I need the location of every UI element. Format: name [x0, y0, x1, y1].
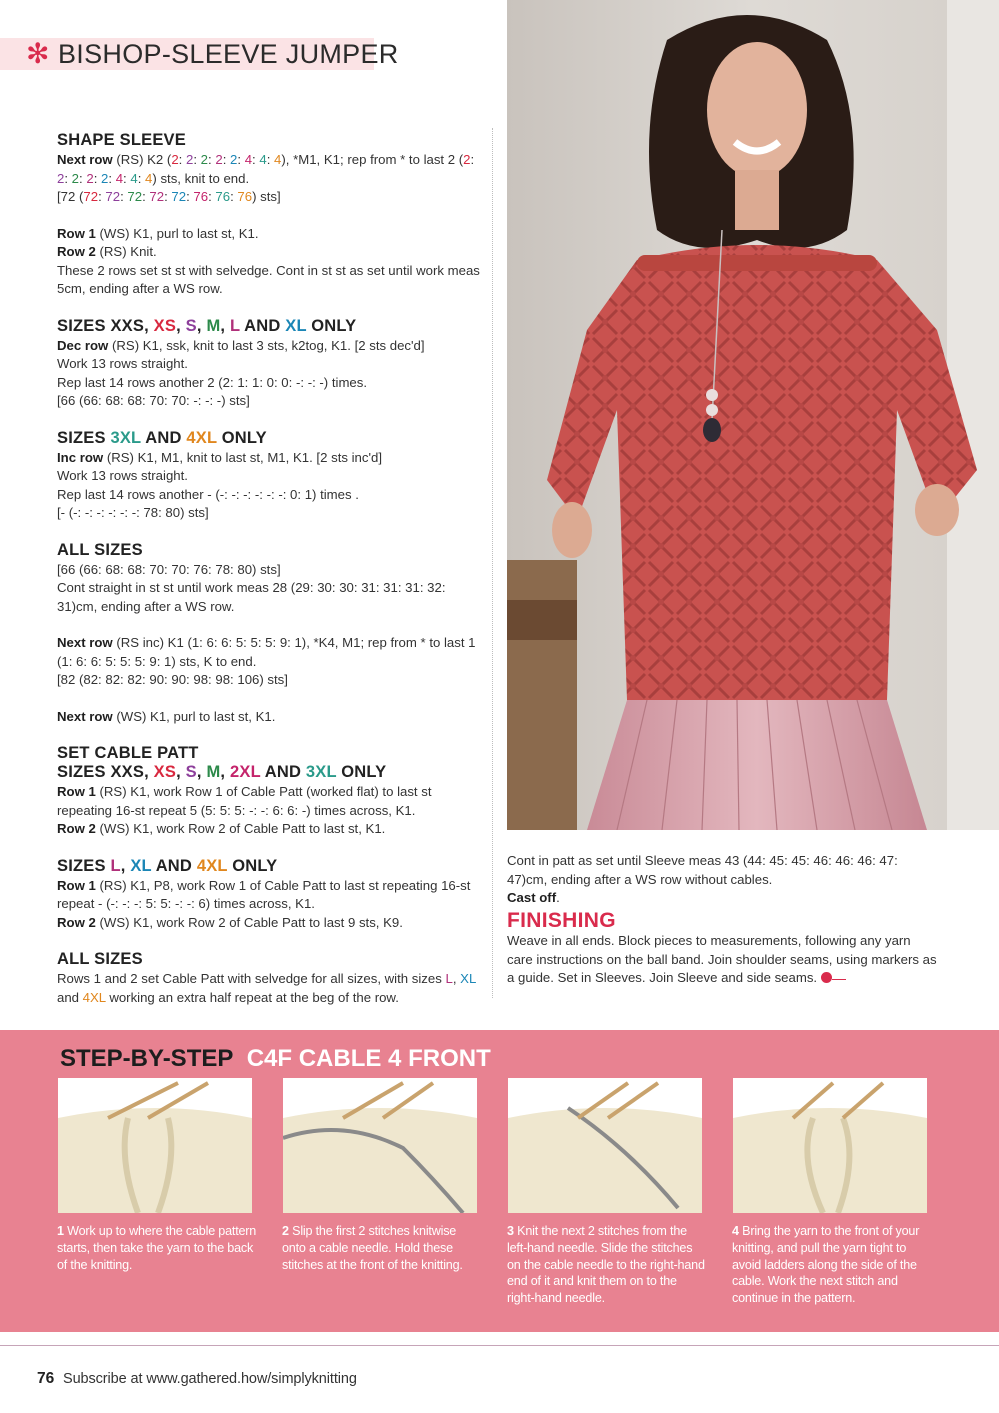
all-sizes-stitch-count: [66 (66: 68: 68: 70: 70: 76: 78: 80) sts]: [57, 561, 281, 577]
step-by-step-heading: STEP-BY-STEP C4F CABLE 4 FRONT: [60, 1045, 491, 1072]
shape-sleeve-note: These 2 rows set st st with selvedge. Cont in st st as set until work meas 5cm, ending after a WS row.: [57, 262, 480, 296]
step-4-knitting-illustration: [733, 1078, 927, 1213]
step-3-photo: [508, 1078, 702, 1213]
cable-sizes-heading-b: SIZES L, XL AND 4XL ONLY: [57, 856, 278, 875]
yarn-ball-icon: [821, 972, 832, 983]
step-4-photo: [733, 1078, 927, 1213]
finishing-heading: FINISHING: [507, 908, 616, 932]
step-1-knitting-illustration: [58, 1078, 252, 1213]
subscribe-link[interactable]: Subscribe at www.gathered.how/simplyknitting: [63, 1371, 357, 1387]
step-1-photo: [58, 1078, 252, 1213]
step-1-caption: 1 Work up to where the cable pattern starts, then take the yarn to the back of the knitting.: [57, 1224, 257, 1272]
sizes-xxs-xl-heading: SIZES XXS, XS, S, M, L AND XL ONLY: [57, 316, 357, 335]
dec-row: Dec row (RS) K1, ssk, knit to last 3 sts, k2tog, K1. [2 sts dec'd]: [57, 337, 425, 353]
step-4-caption: 4 Bring the yarn to the front of your knitting, and pull the yarn tight to avoid ladders along the side of the cable. Work the next stitch and continue in the pattern.: [732, 1224, 920, 1306]
column-divider: [492, 128, 493, 998]
repeat-b: Rep last 14 rows another - (-: -: -: -: -: -: 0: 1) times .: [57, 486, 359, 502]
finishing-text: Weave in all ends. Block pieces to measurements, following any yarn care instructions on the ball band. Join shoulder seams, using markers as a guide. Set in Sleeves. Join Sleeve and side seams.: [507, 933, 937, 985]
all-sizes-stitch-count-2: [82 (82: 82: 82: 90: 90: 98: 98: 106) sts]: [57, 672, 288, 687]
shape-sleeve-row1: Row 1 (WS) K1, purl to last st, K1.: [57, 225, 259, 241]
work-straight-b: Work 13 rows straight.: [57, 468, 188, 483]
step-3-knitting-illustration: [508, 1078, 702, 1213]
shape-sleeve-row2: Row 2 (RS) Knit.: [57, 244, 157, 259]
cable-sizes-heading-a: SIZES XXS, XS, S, M, 2XL AND 3XL ONLY: [57, 763, 387, 781]
model-photo: [507, 0, 999, 830]
cable-b-row1: Row 1 (RS) K1, P8, work Row 1 of Cable Patt to last st repeating 16-st repeat - (-: -: -: 5: 5: -: -: 6) times across, K1.: [57, 877, 471, 911]
page-number: 76: [37, 1370, 55, 1387]
set-cable-patt-heading: SET CABLE PATT: [57, 744, 199, 762]
shape-sleeve-next-row: Next row (RS) K2 (2: 2: 2: 2: 2: 4: 4: 4), *M1, K1; rep from * to last 2 (2: 2: 2: 2: 2: 4: 4: 4) sts, knit to end.: [57, 152, 475, 186]
stitch-count-a: [66 (66: 68: 68: 70: 70: -: -: -) sts]: [57, 393, 250, 408]
next-row-inc: Next row (RS inc) K1 (1: 6: 6: 5: 5: 5: 9: 1), *K4, M1; rep from * to last 1 (1: 6: 6: 5: 5: 5: 9: 1) sts, K to end.: [57, 635, 476, 669]
sleeve-cont: Cont in patt as set until Sleeve meas 43 (44: 45: 45: 46: 46: 46: 47: 47)cm, ending after a WS row without cables.: [507, 853, 898, 887]
cable-a-row1: Row 1 (RS) K1, work Row 1 of Cable Patt (worked flat) to last st repeating 16-st repeat 5 (5: 5: 5: -: -: 6: 6: -) times across, K1.: [57, 784, 432, 818]
flower-icon: ✻: [26, 38, 50, 69]
stitch-count-b: [- (-: -: -: -: -: -: 78: 80) sts]: [57, 505, 209, 520]
step-2-caption: 2 Slip the first 2 stitches knitwise onto a cable needle. Hold these stitches at the front of the knitting.: [282, 1224, 463, 1272]
pattern-left-column: [57, 131, 487, 1007]
pattern-right-column: [507, 852, 937, 988]
all-sizes-heading-2: ALL SIZES: [57, 950, 143, 968]
all-sizes-cont: Cont straight in st st until work meas 28 (29: 30: 30: 31: 31: 31: 32: 31)cm, ending after a WS row.: [57, 580, 446, 614]
next-row-ws: Next row (WS) K1, purl to last st, K1.: [57, 708, 276, 724]
step-2-knitting-illustration: [283, 1078, 477, 1213]
sizes-3xl-4xl-heading: SIZES 3XL AND 4XL ONLY: [57, 428, 267, 447]
cast-off: Cast off.: [507, 890, 560, 905]
shape-sleeve-stitch-count: [72 (72: 72: 72: 72: 72: 76: 76: 76) sts]: [57, 189, 281, 204]
model-photo-illustration: [507, 0, 999, 830]
step-2-photo: [283, 1078, 477, 1213]
page-title: BISHOP-SLEEVE JUMPER: [58, 39, 399, 69]
cable-b-row2: Row 2 (WS) K1, work Row 2 of Cable Patt to last 9 sts, K9.: [57, 914, 403, 930]
all-sizes-heading-1: ALL SIZES: [57, 540, 143, 559]
footer-rule: [0, 1345, 999, 1346]
step-3-caption: 3 Knit the next 2 stitches from the left-hand needle. Slide the stitches on the cable needle to the right-hand end of it and knit them on to the right-hand needle.: [507, 1224, 705, 1306]
yarn-strand-icon: [832, 979, 846, 980]
repeat-a: Rep last 14 rows another 2 (2: 1: 1: 0: 0: -: -: -) times.: [57, 374, 368, 390]
shape-sleeve-heading: SHAPE SLEEVE: [57, 131, 186, 149]
cable-a-row2: Row 2 (WS) K1, work Row 2 of Cable Patt to last st, K1.: [57, 821, 386, 836]
inc-row: Inc row (RS) K1, M1, knit to last st, M1, K1. [2 sts inc'd]: [57, 449, 382, 465]
all-sizes-cable-note: Rows 1 and 2 set Cable Patt with selvedge for all sizes, with sizes L, XL and 4XL working an extra half repeat at the beg of the row.: [57, 971, 476, 1005]
work-straight-a: Work 13 rows straight.: [57, 356, 188, 371]
